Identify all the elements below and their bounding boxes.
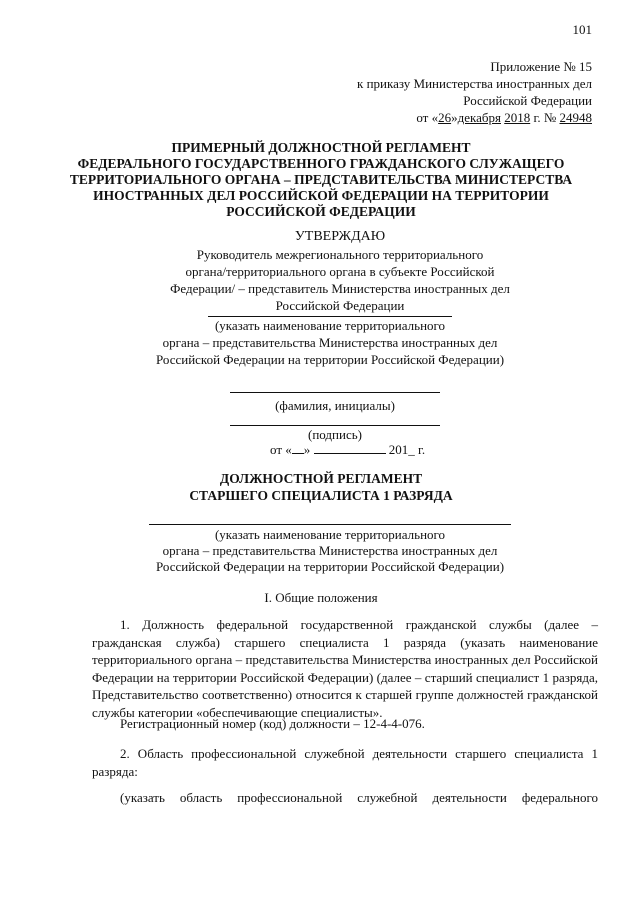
approval-line-2: органа/территориального органа в субъекте Российской: [185, 264, 495, 279]
territorial-hint-top: [130, 316, 530, 368]
appendix-date-prefix: от «: [416, 110, 439, 125]
section-title: I. Общие положения: [264, 590, 378, 605]
approval-line-1: Руководитель межрегионального территориального: [196, 247, 484, 262]
fio-line: [230, 392, 440, 393]
regulation-title-line-1: ДОЛЖНОСТНОЙ РЕГЛАМЕНТ: [219, 471, 423, 486]
main-title-line-3: ТЕРРИТОРИАЛЬНОГО ОРГАНА – ПРЕДСТАВИТЕЛЬСТВА МИНИСТЕРСТВА: [69, 172, 573, 187]
appendix-number: 24948: [559, 110, 592, 125]
fio-signature-block: [220, 392, 450, 443]
paragraph-2-hint: (указать область профессиональной служебной деятельности федерального: [120, 790, 598, 805]
appendix-line-3: Российской Федерации: [463, 93, 592, 108]
appendix-day: 26: [438, 110, 452, 125]
appendix-month: декабря: [457, 110, 501, 125]
appendix-year-suffix: г. №: [530, 110, 560, 125]
main-title-line-1: ПРИМЕРНЫЙ ДОЛЖНОСТНОЙ РЕГЛАМЕНТ: [171, 140, 471, 155]
appendix-line-2: к приказу Министерства иностранных дел: [357, 76, 592, 91]
territorial-name-line: [149, 524, 511, 525]
appendix-line-1: Приложение № 15: [490, 59, 592, 74]
paragraph-2: 2. Область профессиональной служебной деятельности старшего специалиста 1 разряда:: [92, 746, 598, 779]
appendix-date-line: [272, 109, 592, 126]
approval-date-line: [270, 441, 425, 458]
fio-hint: (фамилия, инициалы): [275, 398, 395, 413]
regulation-title-line-2: СТАРШЕГО СПЕЦИАЛИСТА 1 РАЗРЯДА: [189, 488, 453, 503]
date-year: 201_ г.: [388, 442, 426, 457]
territorial-hint-mid-line-3: Российской Федерации на территории Российской Федерации): [155, 559, 505, 574]
date-quote: »: [303, 442, 311, 457]
territorial-hint-top-line-2: органа – представительства Министерства иностранных дел: [162, 335, 498, 350]
appendix-year: 2018: [504, 110, 531, 125]
main-title-line-2: ФЕДЕРАЛЬНОГО ГОСУДАРСТВЕННОГО ГРАЖДАНСКОГО СЛУЖАЩЕГО: [77, 156, 565, 171]
main-title: [60, 140, 582, 220]
approval-title: УТВЕРЖДАЮ: [294, 229, 386, 244]
approval-line-3: Федерации/ – представитель Министерства иностранных дел: [170, 281, 510, 296]
signature-hint: (подпись): [308, 427, 362, 442]
approval-line-4: Российской Федерации: [275, 298, 405, 313]
date-day-blank: [292, 441, 304, 454]
territorial-hint-mid-line-2: органа – представительства Министерства иностранных дел: [162, 543, 498, 558]
paragraph-registration-number: Регистрационный номер (код) должности – 12-4-4-076.: [120, 716, 425, 731]
territorial-hint-mid: [130, 524, 530, 575]
approval-block: [170, 228, 510, 314]
main-title-line-4: ИНОСТРАННЫХ ДЕЛ РОССИЙСКОЙ ФЕДЕРАЦИИ НА ТЕРРИТОРИИ: [93, 188, 549, 203]
appendix-date-mid: »: [451, 110, 458, 125]
date-prefix: от «: [270, 442, 292, 457]
paragraph-1: 1. Должность федеральной государственной гражданской службы (далее – гражданская служба) старшего специалиста 1 разряда (указать наименование территориального органа – представительства Министерства иностранных дел Российской Федерации на территории Российской Федерации) (далее – старший специалист 1 разряда, Представительство соответственно) относится к старшей группе должностей гражданской службы категории «обеспечивающие специалисты».: [92, 617, 598, 720]
territorial-hint-mid-line-1: (указать наименование территориального: [214, 527, 446, 542]
territorial-hint-top-line-1: (указать наименование территориального: [214, 318, 446, 333]
main-title-line-5: РОССИЙСКОЙ ФЕДЕРАЦИИ: [226, 204, 416, 219]
regulation-title: [60, 470, 582, 504]
date-month-blank: [314, 441, 386, 454]
territorial-hint-top-line-3: Российской Федерации на территории Российской Федерации): [155, 352, 505, 367]
page-number: 101: [572, 22, 592, 37]
appendix-header: [272, 58, 592, 126]
